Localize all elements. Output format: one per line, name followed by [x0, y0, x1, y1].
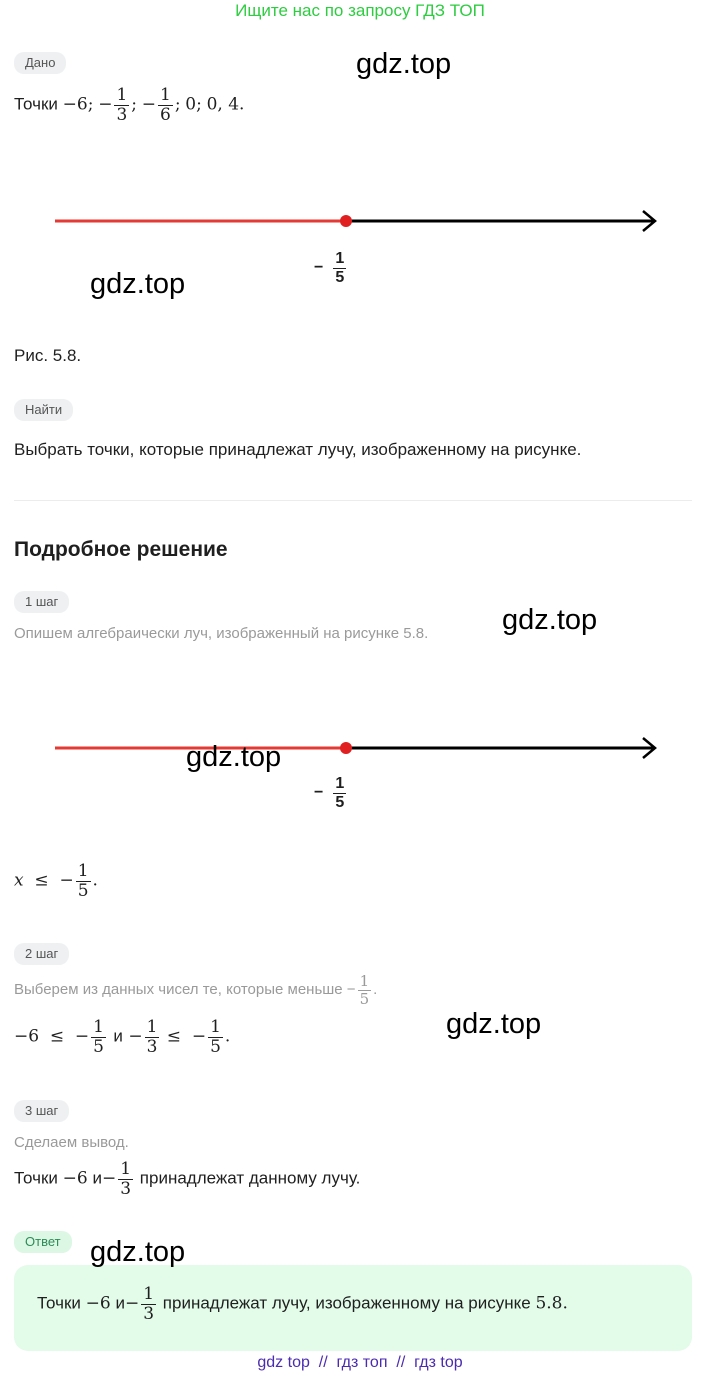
solution-heading: Подробное решение	[14, 538, 228, 561]
point-3: $\frac{1}{6}$	[160, 85, 171, 125]
tick-label-2: − $\frac{1}{5}$	[314, 775, 345, 811]
watermark: gdz.top	[446, 1008, 542, 1040]
footer-links[interactable]: gdz top // гдз топ // гдз top	[257, 1354, 463, 1371]
point-2: $\frac{1}{3}$	[116, 85, 128, 125]
step-2-pill: 2 шаг	[14, 943, 69, 965]
find-pill: Найти	[14, 399, 73, 421]
point-5: 0, 4.	[206, 94, 245, 115]
tick-label-1: − $\frac{1}{5}$	[314, 250, 345, 286]
divider	[14, 500, 692, 501]
result-1: x ≤ − $\frac{1}{5}$ .	[14, 861, 98, 901]
find-text: Выбрать точки, которые принадлежат лучу, изображенному на рисунке.	[14, 440, 582, 459]
watermark: gdz.top	[90, 268, 186, 300]
watermark: gdz.top	[186, 741, 282, 773]
step-1-pill: 1 шаг	[14, 591, 69, 613]
answer-pill: Ответ	[14, 1231, 72, 1253]
search-banner: Ищите нас по запросу ГДЗ ТОП	[235, 1, 485, 20]
number-line-figure-2	[40, 727, 680, 827]
point-4: 0;	[185, 94, 202, 115]
result-2: −6 ≤ − $\frac{1}{5}$ и − $\frac{1}{3}$ ≤ − $\frac{1}{5}$ .	[14, 1017, 231, 1057]
step-1-text: Опишем алгебраически луч, изображенный на рисунке 5.8.	[14, 625, 429, 642]
watermark: gdz.top	[502, 604, 598, 636]
step-3-text: Сделаем вывод.	[14, 1134, 129, 1151]
figure-caption: Рис. 5.8.	[14, 346, 82, 365]
watermark: gdz.top	[356, 48, 452, 80]
answer-text: Точки −6 и− $\frac{1}{3}$ принадлежат лучу, изображенному на рисунке 5.8.	[37, 1284, 568, 1324]
conclusion: Точки −6 и− $\frac{1}{3}$ принадлежат данному лучу.	[14, 1159, 361, 1199]
boundary-point	[340, 742, 352, 754]
step-2-text: Выберем из данных чисел те, которые меньше − $\frac{1}{5}$ .	[14, 972, 378, 1008]
point-1: −6;	[62, 94, 94, 115]
step-3-pill: 3 шаг	[14, 1100, 69, 1122]
watermark: gdz.top	[90, 1236, 186, 1268]
given-prefix: Точки	[14, 94, 58, 114]
given-pill: Дано	[14, 52, 66, 74]
boundary-point	[340, 215, 352, 227]
given-points: Точки −6; − $\frac{1}{3}$ ; − $\frac{1}{6}$ ; 0; 0, 4.	[14, 85, 245, 125]
